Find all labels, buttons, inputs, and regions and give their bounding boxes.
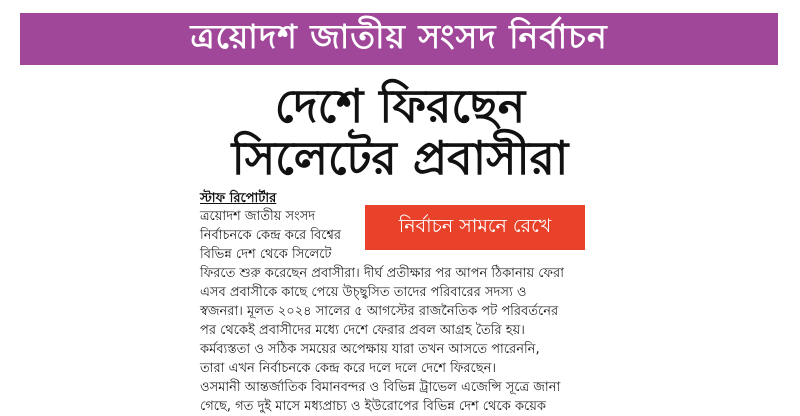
- body-line-10: ওসমানী আন্তর্জাতিক বিমানবন্দর ও বিভিন্ন ট্রাভেল এজেন্সি সূত্রে জানা: [200, 380, 561, 395]
- body-line-6: স্বজনরা। মূলত ২০২৪ সালের ৫ আগস্টের রাজনৈতিক পট পরিবর্তনের: [200, 304, 559, 319]
- highlight-box: [365, 205, 585, 250]
- banner-title: ত্রয়োদশ জাতীয় সংসদ নির্বাচন: [190, 17, 608, 56]
- headline-line-1: দেশে ফিরছেন: [274, 79, 526, 133]
- headline: [130, 80, 670, 184]
- byline: স্টাফ রিপোর্টার: [200, 191, 277, 206]
- body-line-3: বিভিন্ন দেশ থেকে সিলেটে: [200, 247, 332, 262]
- body-line-8: কর্মব্যস্ততা ও সঠিক সময়ের অপেক্ষায় যারা তখন আসতে পারেননি,: [200, 342, 540, 357]
- body-line-5: এসব প্রবাসীকে কাছে পেয়ে উচ্ছ্বসিত তাদের পরিবারের সদস্য ও: [200, 285, 527, 300]
- highlight-text: নির্বাচন সামনে রেখে: [398, 214, 552, 237]
- body-line-9: তারা এখন নির্বাচনকে কেন্দ্র করে দলে দলে দেশে ফিরছেন।: [200, 361, 497, 376]
- section-banner: [20, 13, 778, 65]
- body-line-11: গেছে, গত দুই মাসে মধ্যপ্রাচ্য ও ইউরোপের বিভিন্ন দেশ থেকে কয়েক: [200, 399, 547, 414]
- body-line-7: পর থেকেই প্রবাসীদের মধ্যে দেশে ফেরার প্রবল আগ্রহ তৈরি হয়।: [200, 323, 525, 338]
- body-line-4: ফিরতে শুরু করেছেন প্রবাসীরা। দীর্ঘ প্রতীক্ষার পর আপন ঠিকানায় ফেরা: [200, 266, 564, 281]
- headline-line-2: সিলেটের প্রবাসীরা: [231, 131, 569, 185]
- body-line-1: ত্রয়োদশ জাতীয় সংসদ: [200, 209, 316, 224]
- body-line-2: নির্বাচনকে কেন্দ্র করে বিশ্বের: [200, 228, 342, 243]
